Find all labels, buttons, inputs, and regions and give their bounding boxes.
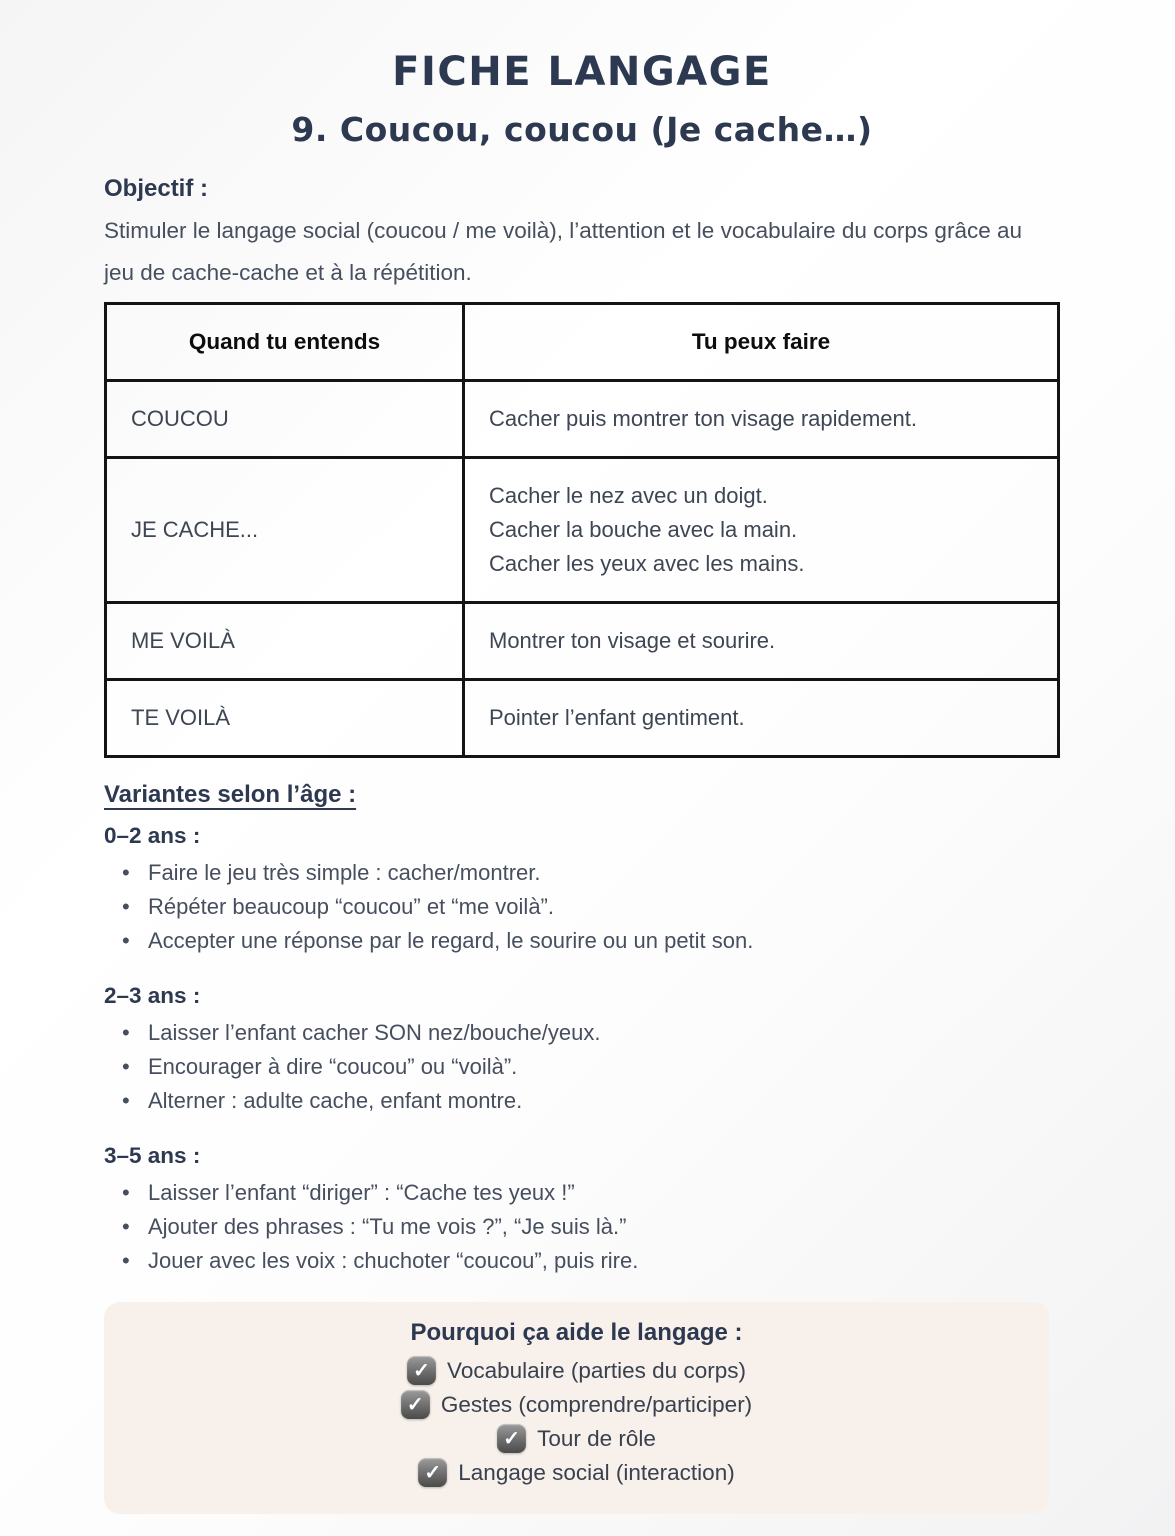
bullet-icon: • bbox=[122, 1180, 130, 1205]
bullet-text: Jouer avec les voix : chuchoter “coucou”, puis rire. bbox=[148, 1248, 639, 1273]
table-row bbox=[106, 381, 1059, 458]
age-variant-label: 2–3 ans : bbox=[104, 983, 201, 1008]
bullet-icon: • bbox=[122, 860, 130, 885]
page-title: FICHE LANGAGE bbox=[392, 49, 772, 95]
checklist-item bbox=[124, 1356, 1029, 1385]
bullet-text: Alterner : adulte cache, enfant montre. bbox=[148, 1088, 523, 1113]
column-header-hear: Quand tu entends bbox=[106, 304, 464, 381]
age-variant-label: 3–5 ans : bbox=[104, 1143, 201, 1168]
variant-bullet-list bbox=[104, 1176, 1060, 1278]
do-line: Montrer ton visage et sourire. bbox=[489, 628, 776, 653]
checklist-item-label: Vocabulaire (parties du corps) bbox=[447, 1357, 746, 1383]
check-icon: ✓ bbox=[407, 1356, 436, 1385]
do-cell bbox=[464, 458, 1059, 603]
bullet-item bbox=[122, 1244, 1060, 1278]
bullet-text: Laisser l’enfant “diriger” : “Cache tes yeux !” bbox=[148, 1180, 575, 1205]
why-title: Pourquoi ça aide le langage : bbox=[410, 1319, 743, 1346]
bullet-text: Faire le jeu très simple : cacher/montrer. bbox=[148, 860, 541, 885]
age-variant-section bbox=[104, 822, 1060, 958]
hear-cell: JE CACHE... bbox=[106, 458, 464, 603]
check-icon: ✓ bbox=[401, 1390, 430, 1419]
bullet-text: Ajouter des phrases : “Tu me vois ?”, “Je suis là.” bbox=[148, 1214, 627, 1239]
variant-bullet-list bbox=[104, 856, 1060, 958]
do-line: Cacher la bouche avec la main. bbox=[489, 517, 798, 542]
bullet-item bbox=[122, 856, 1060, 890]
bullet-item bbox=[122, 1210, 1060, 1244]
column-header-do: Tu peux faire bbox=[464, 304, 1059, 381]
bullet-icon: • bbox=[122, 1020, 130, 1045]
why-it-helps-box bbox=[104, 1302, 1049, 1514]
do-cell bbox=[464, 603, 1059, 680]
age-variant-section bbox=[104, 1142, 1060, 1278]
variant-bullet-list bbox=[104, 1016, 1060, 1118]
age-variant-section bbox=[104, 982, 1060, 1118]
table-row bbox=[106, 458, 1059, 603]
checklist-item-label: Gestes (comprendre/participer) bbox=[440, 1391, 753, 1417]
bullet-text: Encourager à dire “coucou” ou “voilà”. bbox=[148, 1054, 518, 1079]
table-header-row bbox=[106, 304, 1059, 381]
bullet-item bbox=[122, 890, 1060, 924]
table-row bbox=[106, 603, 1059, 680]
do-line: Cacher les yeux avec les mains. bbox=[489, 551, 805, 576]
checklist-item-label: Tour de rôle bbox=[537, 1425, 656, 1451]
bullet-item bbox=[122, 1050, 1060, 1084]
checklist-item bbox=[124, 1390, 1029, 1419]
do-line: Pointer l’enfant gentiment. bbox=[489, 705, 745, 730]
bullet-icon: • bbox=[122, 1054, 130, 1079]
do-cell bbox=[464, 680, 1059, 757]
bullet-icon: • bbox=[122, 928, 130, 953]
do-line: Cacher le nez avec un doigt. bbox=[489, 483, 768, 508]
bullet-icon: • bbox=[122, 1214, 130, 1239]
bullet-icon: • bbox=[122, 894, 130, 919]
do-line: Cacher puis montrer ton visage rapidement. bbox=[489, 406, 917, 431]
bullet-text: Laisser l’enfant cacher SON nez/bouche/yeux. bbox=[148, 1020, 601, 1045]
bullet-icon: • bbox=[122, 1248, 130, 1273]
bullet-text: Répéter beaucoup “coucou” et “me voilà”. bbox=[148, 894, 554, 919]
benefits-checklist bbox=[124, 1356, 1029, 1487]
hear-do-table bbox=[104, 302, 1060, 758]
table-header bbox=[106, 304, 1059, 381]
bullet-icon: • bbox=[122, 1088, 130, 1113]
bullet-item bbox=[122, 1016, 1060, 1050]
objectif-heading: Objectif : bbox=[104, 175, 209, 202]
variants-heading: Variantes selon l’âge : bbox=[104, 781, 357, 808]
checklist-item-label: Langage social (interaction) bbox=[458, 1459, 735, 1485]
hear-cell: ME VOILÀ bbox=[106, 603, 464, 680]
page-subtitle: 9. Coucou, coucou (Je cache…) bbox=[291, 110, 873, 149]
checklist-item bbox=[124, 1458, 1029, 1487]
table-row bbox=[106, 680, 1059, 757]
variants-section bbox=[104, 780, 1060, 1278]
objectif-text: Stimuler le langage social (coucou / me voilà), l’attention et le vocabulaire du corps grâce au jeu de cache-cache et à la répétition. bbox=[104, 218, 1022, 285]
table-body bbox=[106, 381, 1059, 757]
check-icon: ✓ bbox=[497, 1424, 526, 1453]
check-icon: ✓ bbox=[418, 1458, 447, 1487]
bullet-item bbox=[122, 1084, 1060, 1118]
bullet-text: Accepter une réponse par le regard, le sourire ou un petit son. bbox=[148, 928, 754, 953]
hear-cell: TE VOILÀ bbox=[106, 680, 464, 757]
age-variant-label: 0–2 ans : bbox=[104, 823, 201, 848]
objectif-section bbox=[104, 174, 1060, 294]
bullet-item bbox=[122, 1176, 1060, 1210]
hear-cell: COUCOU bbox=[106, 381, 464, 458]
checklist-item bbox=[124, 1424, 1029, 1453]
bullet-item bbox=[122, 924, 1060, 958]
do-cell bbox=[464, 381, 1059, 458]
variant-sections bbox=[104, 822, 1060, 1278]
